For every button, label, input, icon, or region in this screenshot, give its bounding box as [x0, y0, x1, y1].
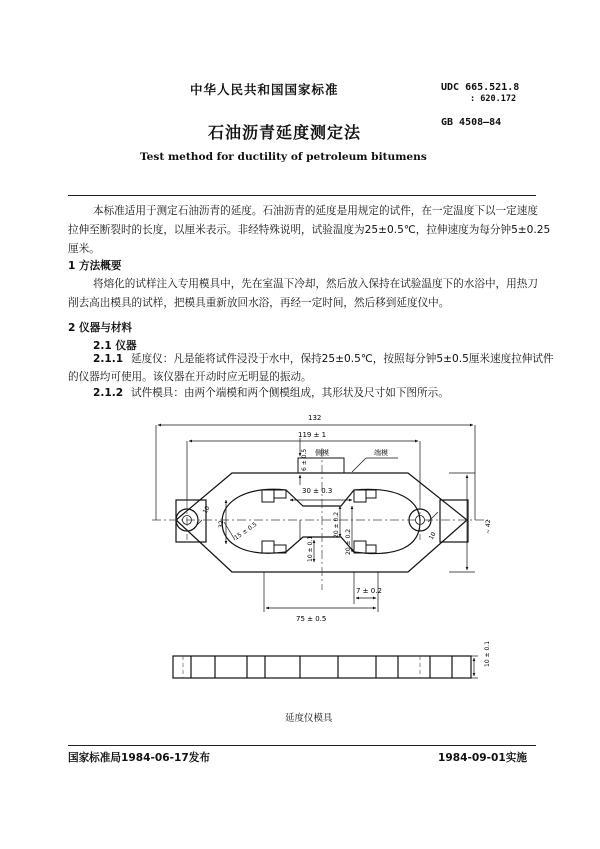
label-side-mold: 侧模: [315, 449, 329, 457]
document-title-english: Test method for ductility of petroleum bitumens: [140, 151, 427, 163]
dim-end-height: 32: [218, 520, 225, 528]
dim-end-offset: 7 ± 0.2: [356, 587, 382, 595]
dim-left-radius: 10: [201, 504, 212, 515]
dim-cavity-length: 75 ± 0.5: [296, 615, 327, 623]
document-title: 石油沥青延度测定法: [208, 123, 362, 142]
dim-waist-length: 20 ± 0.2: [333, 511, 340, 538]
gb-standard-number: GB 4508—84: [441, 117, 502, 128]
dim-side-thickness: 6 ± 0.5: [301, 448, 308, 471]
dim-cavity-width: 30 ± 0.3: [302, 487, 333, 495]
right-ear-block: [440, 500, 468, 542]
figure-caption: 延度仪模具: [285, 713, 333, 724]
footer-divider: [68, 745, 536, 746]
mold-outline: [176, 473, 467, 572]
section-1-line-2: 削去高出模具的试样，把模具重新放回水浴，再经一定时间，然后移到延度仪中。: [68, 297, 450, 309]
header-divider: [68, 195, 536, 196]
left-hole-inner: [183, 516, 192, 525]
item-2-1-1-number: 2.1.1: [93, 353, 124, 365]
intro-line-2: 拉伸至断裂时的长度，以厘米表示。非经特殊说明，试验温度为25±0.5℃，拉伸速度为每分钟5±0.25: [68, 224, 551, 236]
dim-overall-width: ~ 42: [485, 519, 492, 534]
issuing-authority: 中华人民共和国国家标准: [190, 82, 339, 97]
dim-waist-width: 10 ± 0.1: [307, 535, 314, 562]
section-1-heading: 1 方法概要: [68, 260, 122, 272]
section-1-line-1: 将熔化的试样注入专用模具中，先在室温下冷却，然后放入保持在试验温度下的水浴中，用热刀: [93, 278, 538, 290]
intro-line-1: 本标准适用于测定石油沥青的延度。石油沥青的延度是用规定的试件，在一定温度下以一定速度: [93, 205, 538, 217]
dim-hole-spacing: 119 ± 1: [298, 431, 327, 439]
item-2-1-2-number: 2.1.2: [93, 387, 124, 399]
left-hole: [176, 509, 198, 531]
right-hole: [409, 509, 431, 531]
effective-date: 1984-09-01实施: [438, 752, 527, 764]
dim-overall-length: 132: [308, 414, 322, 422]
item-2-1-1-continued: 的仪器均可使用。该仪器在开动时应无明显的振动。: [68, 371, 312, 383]
label-end-mold: 端模: [374, 449, 388, 457]
right-hole-inner: [416, 516, 425, 525]
dim-radius-15: 15 ± 0.5: [233, 520, 259, 542]
item-2-1-2-text: 试件模具：由两个端模和两个侧模组成，其形状及尺寸如下图所示。: [131, 387, 449, 399]
item-2-1-1-text: 延度仪：凡是能将试件浸没于水中，保持25±0.5℃，按照每分钟5±0.5厘米速度拉伸试件: [131, 353, 554, 365]
udc-code-continued: : 620.172: [470, 94, 517, 104]
issue-date: 国家标准局1984-06-17发布: [68, 752, 210, 764]
dim-right-radius: 10: [427, 530, 438, 541]
intro-line-3: 厘米。: [68, 243, 100, 255]
mold-cavity: [222, 489, 420, 553]
section-2-heading: 2 仪器与材料: [68, 322, 133, 334]
left-ear-block: [176, 500, 206, 542]
dim-neck-length: 20 ± 0.2: [345, 528, 352, 555]
mold-side-view: [173, 656, 471, 678]
udc-code: UDC 665.521.8: [441, 82, 520, 93]
dim-mold-thickness: 10 ± 0.1: [484, 640, 491, 667]
subsection-2-1-heading: 2.1 仪器: [93, 340, 137, 352]
